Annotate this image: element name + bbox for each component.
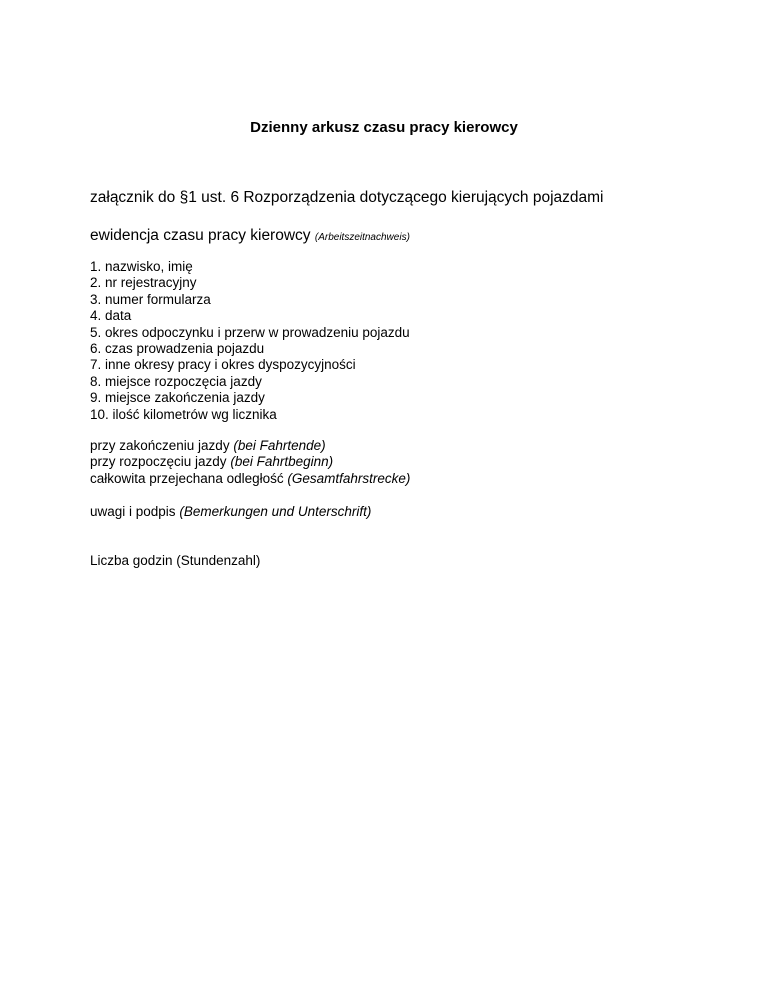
list-item: 4. data xyxy=(90,308,132,324)
record-german: (Arbeitszeitnachweis) xyxy=(314,232,410,243)
list-item: 3. numer formularza xyxy=(90,291,211,307)
annex-line: załącznik do §1 ust. 6 Rozporządzenia dotyczącego kierujących pojazdami xyxy=(90,189,604,206)
odometer-end-german: (bei Fahrtende) xyxy=(233,438,326,453)
list-item: 8. miejsce rozpoczęcia jazdy xyxy=(90,373,262,389)
total-distance-german: (Gesamtfahrstrecke) xyxy=(287,470,411,486)
remarks-line xyxy=(90,504,371,520)
document-title: Dzienny arkusz czasu pracy kierowcy xyxy=(250,119,518,136)
record-line xyxy=(90,227,410,247)
odometer-end-label: przy zakończeniu jazdy xyxy=(90,438,230,453)
odometer-end-line xyxy=(90,438,410,454)
list-item: 5. okres odpoczynku i przerw w prowadzeniu pojazdu xyxy=(90,324,410,340)
list-item: 10. ilość kilometrów wg licznika xyxy=(90,406,277,422)
odometer-start-line xyxy=(90,454,410,470)
list-item: 1. nazwisko, imię xyxy=(90,259,193,274)
list-item: 2. nr rejestracyjny xyxy=(90,275,197,291)
field-list xyxy=(90,259,410,423)
list-item: 9. miejsce zakończenia jazdy xyxy=(90,390,265,406)
list-item: 7. inne okresy pracy i okres dyspozycyjności xyxy=(90,357,356,373)
hours-line: Liczba godzin (Stundenzahl) xyxy=(90,553,261,568)
list-item: 6. czas prowadzenia pojazdu xyxy=(90,341,265,357)
total-distance-label: całkowita przejechana odległość xyxy=(90,470,284,486)
odometer-start-label: przy rozpoczęciu jazdy xyxy=(90,454,227,470)
remarks-german: (Bemerkungen und Unterschrift) xyxy=(179,504,372,519)
odometer-block xyxy=(90,438,410,487)
total-distance-line xyxy=(90,471,410,487)
odometer-start-german: (bei Fahrtbeginn) xyxy=(230,454,334,470)
remarks-label: uwagi i podpis xyxy=(90,504,176,519)
record-label: ewidencja czasu pracy kierowcy xyxy=(90,227,311,244)
